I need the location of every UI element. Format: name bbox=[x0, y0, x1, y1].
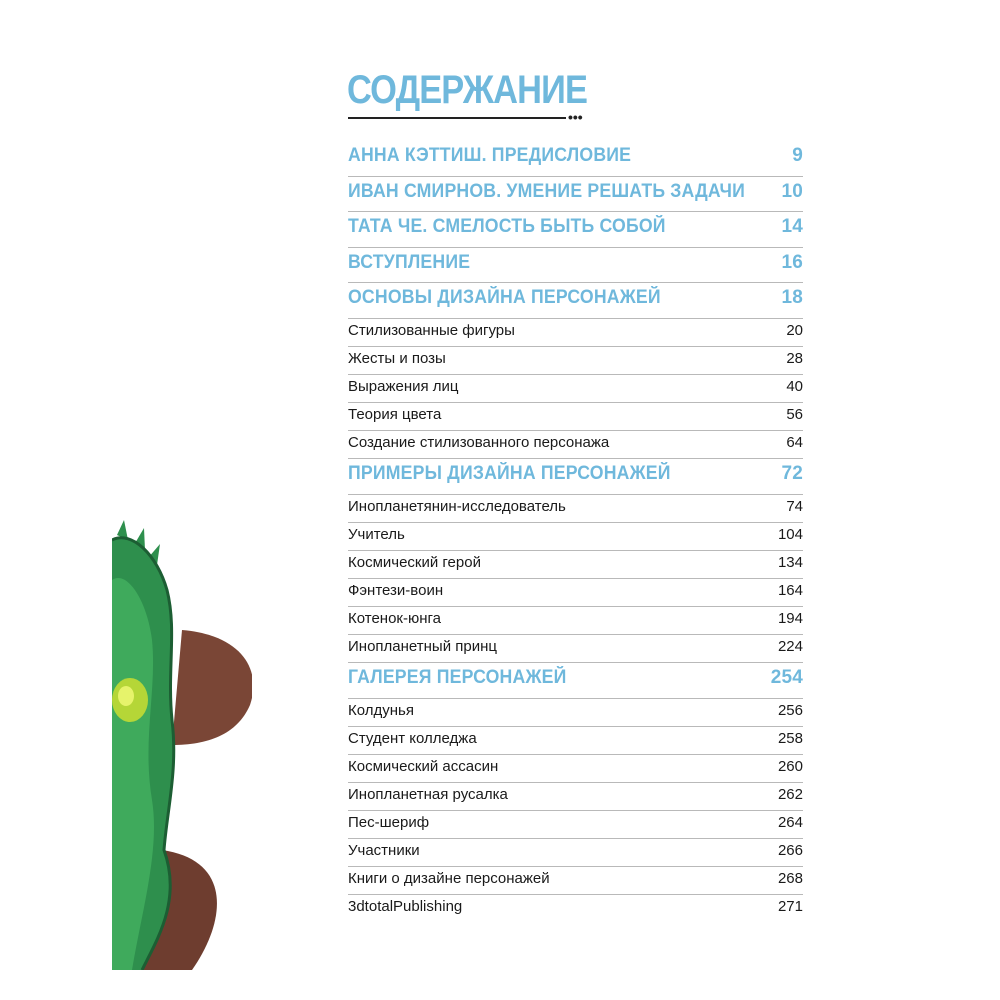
toc-section-title: ГАЛЕРЕЯ ПЕРСОНАЖЕЙ bbox=[348, 667, 567, 689]
title-underline bbox=[348, 117, 566, 119]
toc-divider bbox=[348, 522, 803, 523]
toc-divider bbox=[348, 550, 803, 551]
toc-page-number: 64 bbox=[786, 433, 803, 451]
toc-page-number: 134 bbox=[777, 553, 803, 571]
page-title: СОДЕРЖАНИЕ bbox=[347, 68, 588, 112]
toc-item-row[interactable] bbox=[348, 842, 803, 859]
toc-section-row[interactable] bbox=[348, 287, 803, 309]
toc-item-row[interactable] bbox=[348, 786, 803, 803]
toc-item-row[interactable] bbox=[348, 638, 803, 655]
toc-page-number: 40 bbox=[786, 377, 803, 395]
toc-divider bbox=[348, 634, 803, 635]
toc-page-number: 268 bbox=[777, 870, 803, 888]
character-illustration bbox=[112, 520, 252, 970]
toc-divider bbox=[348, 402, 803, 403]
toc-divider bbox=[348, 754, 803, 755]
toc-divider bbox=[348, 211, 803, 212]
toc-item-row[interactable] bbox=[348, 814, 803, 831]
toc-divider bbox=[348, 282, 803, 283]
toc-page-number: 28 bbox=[786, 349, 803, 367]
toc-item-row[interactable] bbox=[348, 434, 803, 451]
toc-item-row[interactable] bbox=[348, 610, 803, 627]
toc-page-number: 264 bbox=[777, 814, 803, 831]
toc-divider bbox=[348, 176, 803, 177]
toc-divider bbox=[348, 866, 803, 867]
toc-item-title: Создание стилизованного персонажа bbox=[348, 433, 610, 451]
toc-item-row[interactable] bbox=[348, 702, 803, 719]
toc-divider bbox=[348, 698, 803, 699]
toc-page-number: 254 bbox=[770, 667, 803, 689]
toc-page-number: 16 bbox=[781, 251, 803, 273]
toc-page-number: 72 bbox=[781, 463, 803, 484]
toc-item-title: Котенок-юнга bbox=[348, 609, 441, 627]
toc-page-number: 194 bbox=[777, 609, 803, 627]
toc-item-title: Жесты и позы bbox=[348, 349, 446, 367]
toc-divider bbox=[348, 662, 803, 663]
toc-page-number: 10 bbox=[781, 180, 803, 202]
toc-item-title: Стилизованные фигуры bbox=[348, 321, 515, 339]
toc-page-number: 262 bbox=[777, 785, 803, 803]
toc-item-row[interactable] bbox=[348, 322, 803, 339]
toc-page-number: 260 bbox=[777, 757, 803, 775]
toc-item-title: Колдунья bbox=[348, 701, 414, 719]
toc-page-number: 164 bbox=[777, 581, 803, 599]
toc-item-row[interactable] bbox=[348, 870, 803, 887]
toc-item-row[interactable] bbox=[348, 498, 803, 515]
toc-item-title: Участники bbox=[348, 842, 420, 860]
toc-divider bbox=[348, 430, 803, 431]
toc-divider bbox=[348, 458, 803, 459]
toc-page-number: 18 bbox=[781, 287, 803, 308]
toc-item-title: Выражения лиц bbox=[348, 377, 459, 395]
toc-section-row[interactable] bbox=[348, 145, 803, 167]
toc-divider bbox=[348, 494, 803, 495]
toc-section-row[interactable] bbox=[348, 463, 803, 485]
toc-item-title: Студент колледжа bbox=[348, 729, 477, 747]
toc-divider bbox=[348, 810, 803, 811]
toc-item-row[interactable] bbox=[348, 758, 803, 775]
toc-section-title: ОСНОВЫ ДИЗАЙНА ПЕРСОНАЖЕЙ bbox=[348, 287, 661, 308]
toc-item-title: Учитель bbox=[348, 525, 405, 543]
toc-section-title: ПРИМЕРЫ ДИЗАЙНА ПЕРСОНАЖЕЙ bbox=[348, 463, 671, 484]
toc-item-title: Космический ассасин bbox=[348, 757, 499, 775]
toc-item-title: Фэнтези-воин bbox=[348, 581, 444, 599]
toc-divider bbox=[348, 894, 803, 895]
toc-item-row[interactable] bbox=[348, 582, 803, 599]
toc-item-title: Книги о дизайне персонажей bbox=[348, 870, 550, 888]
toc-divider bbox=[348, 726, 803, 727]
toc-item-title: Теория цвета bbox=[348, 405, 442, 423]
toc-item-title: Инопланетный принц bbox=[348, 638, 497, 655]
toc-item-title: Космический герой bbox=[348, 553, 481, 571]
toc-page-number: 266 bbox=[777, 842, 803, 860]
toc-divider bbox=[348, 606, 803, 607]
toc-page-number: 258 bbox=[777, 729, 803, 747]
toc-section-title: ТАТА ЧЕ. СМЕЛОСТЬ БЫТЬ СОБОЙ bbox=[348, 216, 666, 237]
toc-divider bbox=[348, 578, 803, 579]
toc-page-number: 104 bbox=[777, 525, 803, 543]
toc-section-title: ИВАН СМИРНОВ. УМЕНИЕ РЕШАТЬ ЗАДАЧИ bbox=[348, 180, 746, 202]
toc-item-title: Инопланетная русалка bbox=[348, 785, 508, 803]
toc-page-number: 224 bbox=[777, 638, 803, 655]
title-dots: ••• bbox=[568, 109, 583, 125]
toc-divider bbox=[348, 782, 803, 783]
toc-section-title: АННА КЭТТИШ. ПРЕДИСЛОВИЕ bbox=[348, 145, 632, 166]
toc-item-title: 3dtotalPublishing bbox=[348, 898, 463, 916]
toc-item-row[interactable] bbox=[348, 526, 803, 543]
toc-section-row[interactable] bbox=[348, 667, 803, 689]
toc-divider bbox=[348, 318, 803, 319]
toc-item-title: Инопланетянин-исследователь bbox=[348, 497, 566, 515]
toc-divider bbox=[348, 838, 803, 839]
toc-divider bbox=[348, 374, 803, 375]
toc-item-row[interactable] bbox=[348, 898, 803, 915]
toc-item-row[interactable] bbox=[348, 730, 803, 747]
toc-item-row[interactable] bbox=[348, 378, 803, 395]
toc-page-number: 256 bbox=[777, 701, 803, 719]
toc-page-number: 9 bbox=[792, 145, 803, 166]
toc-page-number: 74 bbox=[786, 497, 803, 515]
toc-section-row[interactable] bbox=[348, 181, 803, 203]
toc-section-row[interactable] bbox=[348, 252, 803, 274]
toc-page-number: 56 bbox=[786, 405, 803, 423]
toc-item-row[interactable] bbox=[348, 350, 803, 367]
toc-divider bbox=[348, 346, 803, 347]
toc-section-row[interactable] bbox=[348, 216, 803, 238]
toc-item-row[interactable] bbox=[348, 554, 803, 571]
toc-section-title: ВСТУПЛЕНИЕ bbox=[348, 251, 471, 273]
toc-divider bbox=[348, 247, 803, 248]
toc-page-number: 20 bbox=[786, 321, 803, 339]
toc-page-number: 14 bbox=[781, 216, 803, 237]
toc-item-row[interactable] bbox=[348, 406, 803, 423]
toc-page-number: 271 bbox=[777, 898, 803, 916]
toc-item-title: Пес-шериф bbox=[348, 814, 430, 831]
